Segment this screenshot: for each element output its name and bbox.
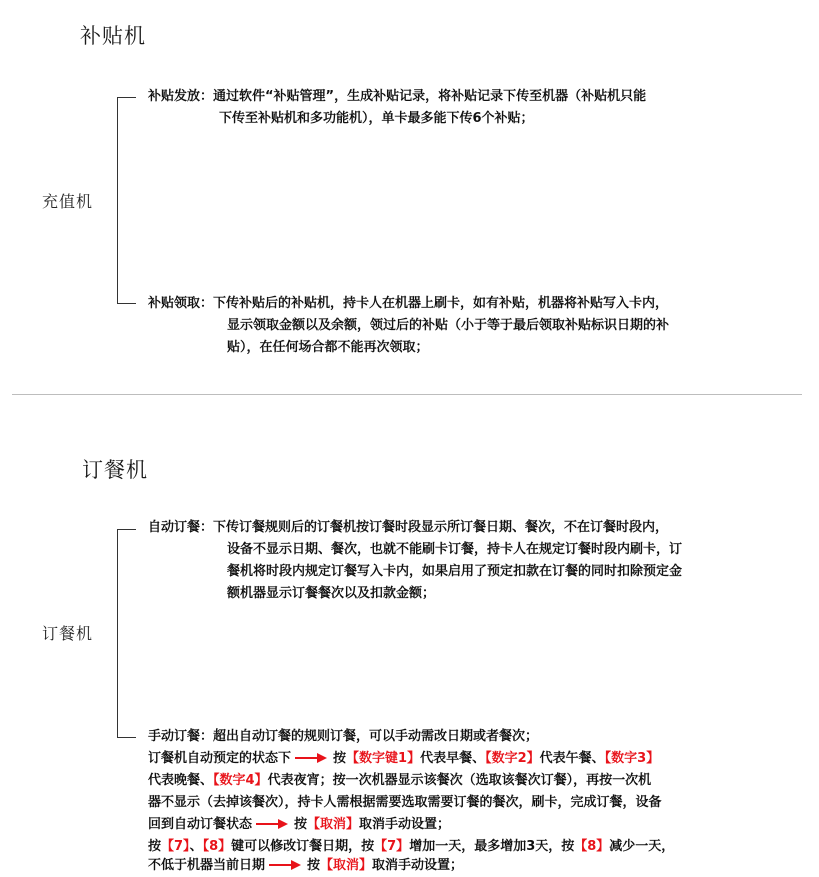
- manual-order-line3: 代表晚餐、【数字4】代表夜宵；按一次机器显示该餐次（选取该餐次订餐），再按一次机: [148, 773, 652, 788]
- key-label: 【7】: [374, 839, 410, 854]
- key-label: 【8】: [202, 839, 232, 854]
- bracket-tick-top: [117, 97, 136, 98]
- arrow-right-icon: [256, 819, 288, 829]
- key-label: 【7】: [161, 839, 190, 854]
- bracket-tick-bottom-2: [117, 737, 136, 738]
- auto-order-line2: 设备不显示日期、餐次，也就不能刷卡订餐，持卡人在规定订餐时段内刷卡，订: [227, 542, 683, 557]
- bracket-vertical: [117, 97, 118, 303]
- section-divider: [12, 394, 802, 395]
- subsidy-issue-line2: 下传至补贴机和多功能机），单卡最多能下传6个补贴；: [219, 111, 534, 126]
- subsidy-issue-line1: 补贴发放：通过软件“补贴管理”，生成补贴记录，将补贴记录下传至机器（补贴机只能: [148, 89, 647, 104]
- section-title-subsidy: 补贴机: [80, 24, 146, 48]
- manual-order-line5: 回到自动订餐状态 按【取消】取消手动设置；: [148, 817, 451, 832]
- manual-order-line6: 按【7】、【8】键可以修改订餐日期，按【7】增加一天，最多增加3天，按【8】减少一天，: [148, 839, 675, 854]
- auto-order-line1: 自动订餐：下传订餐规则后的订餐机按订餐时段显示所订餐日期、餐次，不在订餐时段内，: [148, 520, 669, 535]
- subsidy-collect-line2: 显示领取金额以及余额，领过后的补贴（小于等于最后领取补贴标识日期的补: [227, 318, 670, 333]
- arrow-right-icon: [269, 860, 301, 870]
- section-title-ordering: 订餐机: [82, 458, 148, 482]
- bracket-vertical-2: [117, 529, 118, 737]
- key-label: 【取消】: [307, 817, 360, 832]
- bracket-tick-top-2: [117, 529, 136, 530]
- arrow-right-icon: [295, 753, 327, 763]
- bracket-tick-bottom: [117, 303, 136, 304]
- key-label: 【数字2】: [485, 751, 540, 766]
- key-label: 【取消】: [320, 858, 373, 873]
- side-label-recharge: 充值机: [42, 192, 94, 211]
- side-label-ordering: 订餐机: [42, 624, 94, 643]
- auto-order-line4: 额机器显示订餐餐次以及扣款金额；: [227, 586, 436, 601]
- subsidy-collect-line1: 补贴领取：下传补贴后的补贴机，持卡人在机器上刷卡，如有补贴，机器将补贴写入卡内，: [148, 296, 669, 311]
- manual-order-line7: 不低于机器当前日期 按【取消】取消手动设置；: [148, 858, 464, 873]
- key-label: 【数字3】: [604, 751, 660, 766]
- subsidy-collect-line3: 贴），在任何场合都不能再次领取；: [227, 340, 429, 355]
- manual-order-line1: 手动订餐：超出自动订餐的规则订餐，可以手动需改日期或者餐次；: [148, 729, 539, 744]
- auto-order-line3: 餐机将时段内规定订餐写入卡内，如果启用了预定扣款在订餐的同时扣除预定金: [227, 564, 683, 579]
- key-label: 【数字键1】: [346, 751, 421, 766]
- key-label: 【数字4】: [213, 773, 268, 788]
- manual-order-line4: 器不显示（去掉该餐次），持卡人需根据需要选取需要订餐的餐次，刷卡，完成订餐，设备: [148, 795, 662, 810]
- manual-order-line2: 订餐机自动预定的状态下 按【数字键1】代表早餐、【数字2】代表午餐、【数字3】: [148, 751, 660, 766]
- key-label: 【8】: [574, 839, 610, 854]
